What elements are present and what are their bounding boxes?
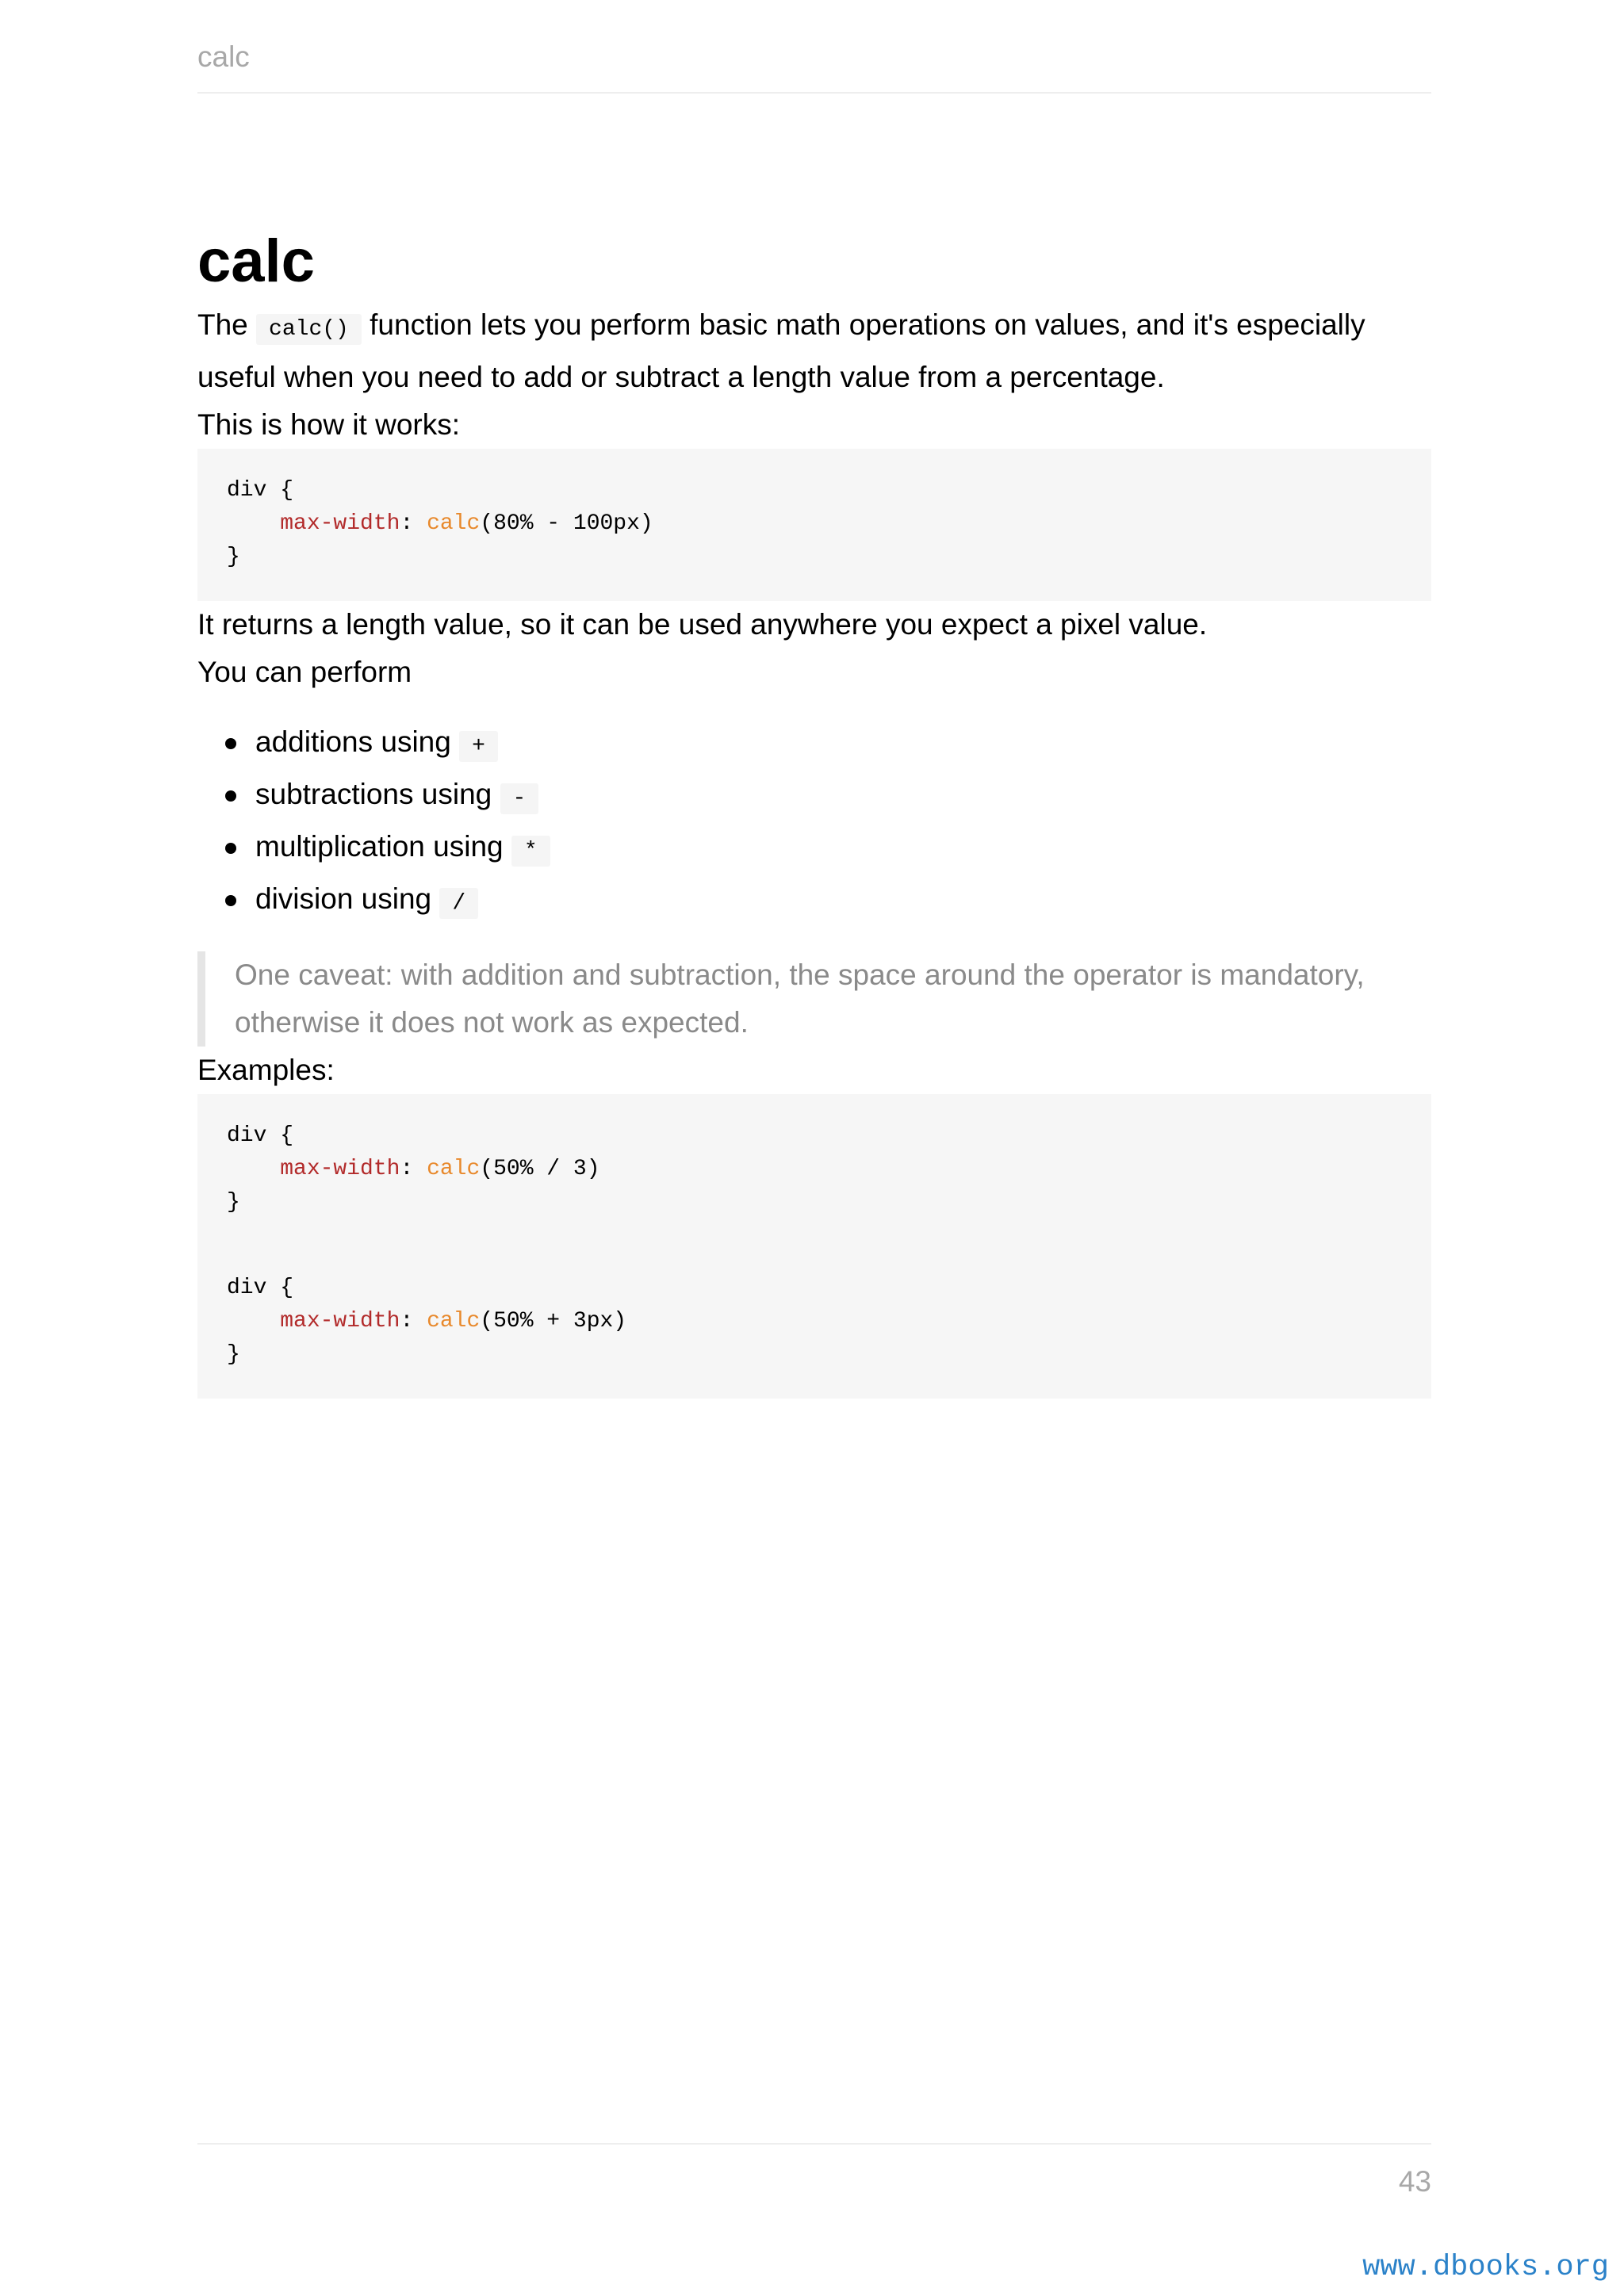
how-it-works-text: This is how it works: (197, 408, 461, 441)
operator-code: - (500, 783, 539, 814)
list-item (197, 823, 1431, 875)
code-block-1 (197, 449, 1431, 601)
bullet-icon (225, 895, 236, 906)
code-args: (80% - 100px) (480, 511, 653, 536)
code-args: (50% + 3px) (480, 1309, 627, 1334)
page-content (197, 222, 1431, 1399)
code-function: calc (427, 1157, 481, 1181)
code-args: (50% / 3) (480, 1157, 600, 1181)
intro-paragraph (197, 301, 1431, 401)
operator-code: / (439, 888, 478, 919)
bullet-icon (225, 843, 236, 854)
list-item (197, 771, 1431, 823)
header-divider (197, 92, 1431, 94)
code-function: calc (427, 1309, 481, 1334)
code-selector: div { (227, 1276, 294, 1300)
watermark-link[interactable]: www.dbooks.org (1362, 2251, 1609, 2284)
book-page (197, 0, 1431, 2296)
operator-code: * (511, 836, 550, 867)
code-colon: : (400, 1157, 427, 1181)
page-number: 43 (1398, 2165, 1431, 2198)
operation-label: additions using (255, 725, 460, 758)
intro-text-after: function lets you perform basic math operations on values, and it's especially useful when you need to add or subtract a length value from a percentage. (197, 308, 1365, 393)
code-block-2 (197, 1094, 1431, 1246)
code-property: max-width (280, 1157, 400, 1181)
code-selector: div { (227, 1123, 294, 1148)
code-indent (227, 1157, 280, 1181)
code-block-3 (197, 1246, 1431, 1399)
returns-paragraph: It returns a length value, so it can be used anywhere you expect a pixel value. (197, 608, 1208, 641)
running-header: calc (197, 40, 250, 73)
code-property: max-width (280, 1309, 400, 1334)
operation-label: multiplication using (255, 830, 511, 863)
code-close: } (227, 1190, 240, 1215)
bullet-icon (225, 738, 236, 749)
inline-code-calc: calc() (256, 314, 362, 345)
operation-label: subtractions using (255, 778, 500, 810)
examples-label: Examples: (197, 1054, 335, 1086)
operator-code: + (459, 731, 498, 762)
perform-text: You can perform (197, 656, 412, 688)
code-indent (227, 1309, 280, 1334)
code-colon: : (400, 511, 427, 536)
code-close: } (227, 1342, 240, 1367)
operation-label: division using (255, 882, 440, 915)
code-property: max-width (280, 511, 400, 536)
operations-list (197, 718, 1431, 928)
bullet-icon (225, 790, 236, 802)
code-colon: : (400, 1309, 427, 1334)
code-selector: div { (227, 478, 294, 503)
list-item (197, 875, 1431, 928)
page-title: calc (197, 228, 315, 295)
code-indent (227, 511, 280, 536)
code-function: calc (427, 511, 481, 536)
footer-divider (197, 2143, 1431, 2145)
caveat-blockquote: One caveat: with addition and subtraction, the space around the operator is mandatory, otherwise it does not work as expected. (197, 951, 1431, 1047)
intro-text-before: The (197, 308, 257, 341)
list-item (197, 718, 1431, 771)
code-close: } (227, 545, 240, 569)
